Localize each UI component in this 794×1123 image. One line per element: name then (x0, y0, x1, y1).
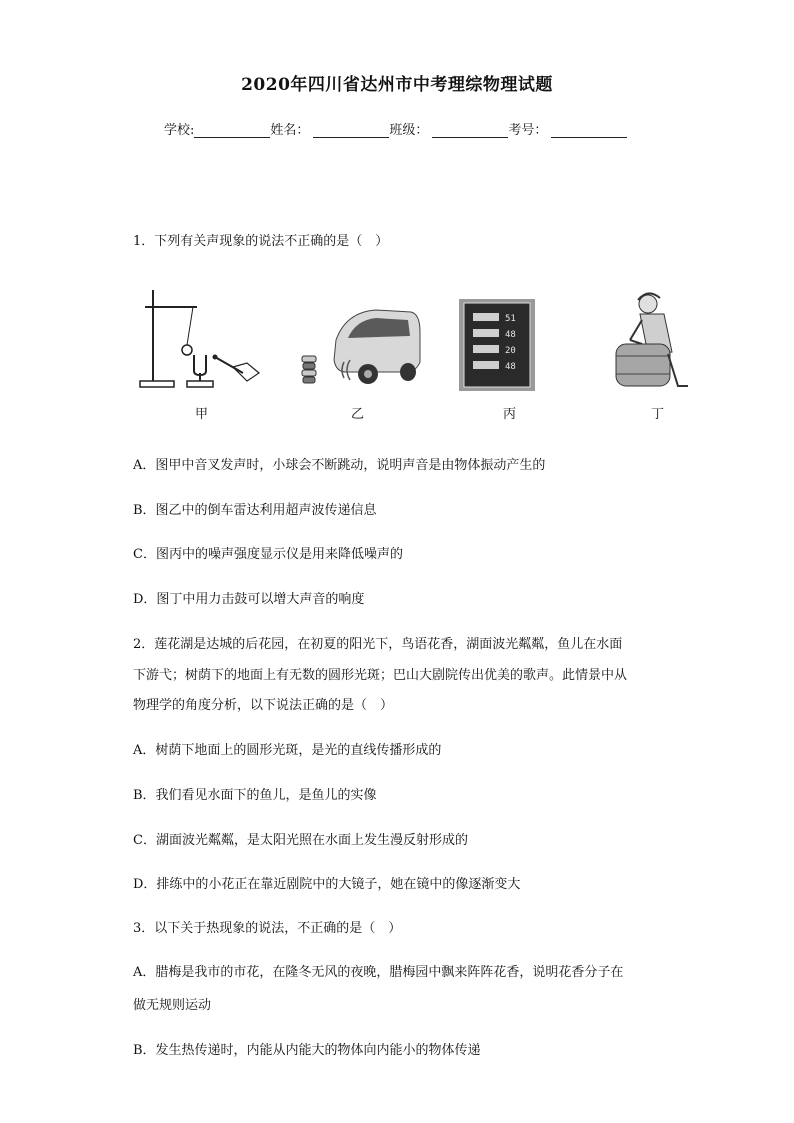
display-value-1: 51 (505, 314, 516, 324)
question-1-stem: 1．下列有关声现象的说法不正确的是（ ） (133, 234, 389, 249)
figure-label-bing: 丙 (503, 407, 517, 422)
figure-label-ding: 丁 (651, 407, 665, 422)
page-title: 2020年四川省达州市中考理综物理试题 (241, 75, 553, 95)
class-blank[interactable] (432, 123, 508, 138)
figure-ding-drummer (608, 288, 694, 392)
question-3-option-b[interactable]: B．发生热传递时，内能从内能大的物体向内能小的物体传递 (133, 1043, 481, 1058)
question-3-option-a-cont[interactable]: 做无规则运动 (133, 998, 212, 1013)
exam-no-label: 考号： (508, 123, 548, 138)
school-label: 学校: (164, 123, 195, 138)
figure-label-yi: 乙 (351, 407, 365, 422)
display-value-4: 48 (505, 362, 516, 372)
question-1-option-c[interactable]: C．图丙中的噪声强度显示仪是用来降低噪声的 (133, 547, 403, 562)
question-2-stem-line-3: 物理学的角度分析，以下说法正确的是（ ） (133, 698, 394, 713)
school-blank[interactable] (194, 123, 270, 138)
question-3-option-a[interactable]: A．腊梅是我市的市花，在隆冬无风的夜晚，腊梅园中飘来阵阵花香，说明花香分子在 (133, 965, 624, 980)
question-2-stem-line-2: 下游弋；树荫下的地面上有无数的圆形光斑；巴山大剧院传出优美的歌声。此情景中从 (133, 668, 628, 683)
figure-yi-car-radar (296, 300, 426, 390)
student-info-row (164, 119, 627, 138)
name-label: 姓名： (270, 123, 310, 138)
question-2-option-b[interactable]: B．我们看见水面下的鱼儿，是鱼儿的实像 (133, 788, 377, 803)
question-1-option-d[interactable]: D．图丁中用力击鼓可以增大声音的响度 (133, 592, 365, 607)
question-1-option-b[interactable]: B．图乙中的倒车雷达利用超声波传递信息 (133, 503, 377, 518)
exam-no-blank[interactable] (551, 123, 627, 138)
figure-bing-noise-display (459, 299, 535, 391)
figure-jia-tuning-fork (135, 285, 265, 395)
question-1-option-a[interactable]: A．图甲中音叉发声时，小球会不断跳动，说明声音是由物体振动产生的 (133, 458, 546, 473)
name-blank[interactable] (313, 123, 389, 138)
question-2-option-c[interactable]: C．湖面波光粼粼，是太阳光照在水面上发生漫反射形成的 (133, 833, 468, 848)
display-value-2: 48 (505, 330, 516, 340)
question-3-stem: 3．以下关于热现象的说法，不正确的是（ ） (133, 921, 402, 936)
question-2-stem-line-1: 2．莲花湖是达城的后花园，在初夏的阳光下，鸟语花香，湖面波光粼粼，鱼儿在水面 (133, 637, 623, 652)
question-2-option-d[interactable]: D．排练中的小花正在靠近剧院中的大镜子，她在镜中的像逐渐变大 (133, 877, 521, 892)
question-2-option-a[interactable]: A．树荫下地面上的圆形光斑，是光的直线传播形成的 (133, 743, 442, 758)
class-label: 班级： (389, 123, 429, 138)
display-value-3: 20 (505, 346, 516, 356)
figure-label-jia: 甲 (195, 407, 209, 422)
